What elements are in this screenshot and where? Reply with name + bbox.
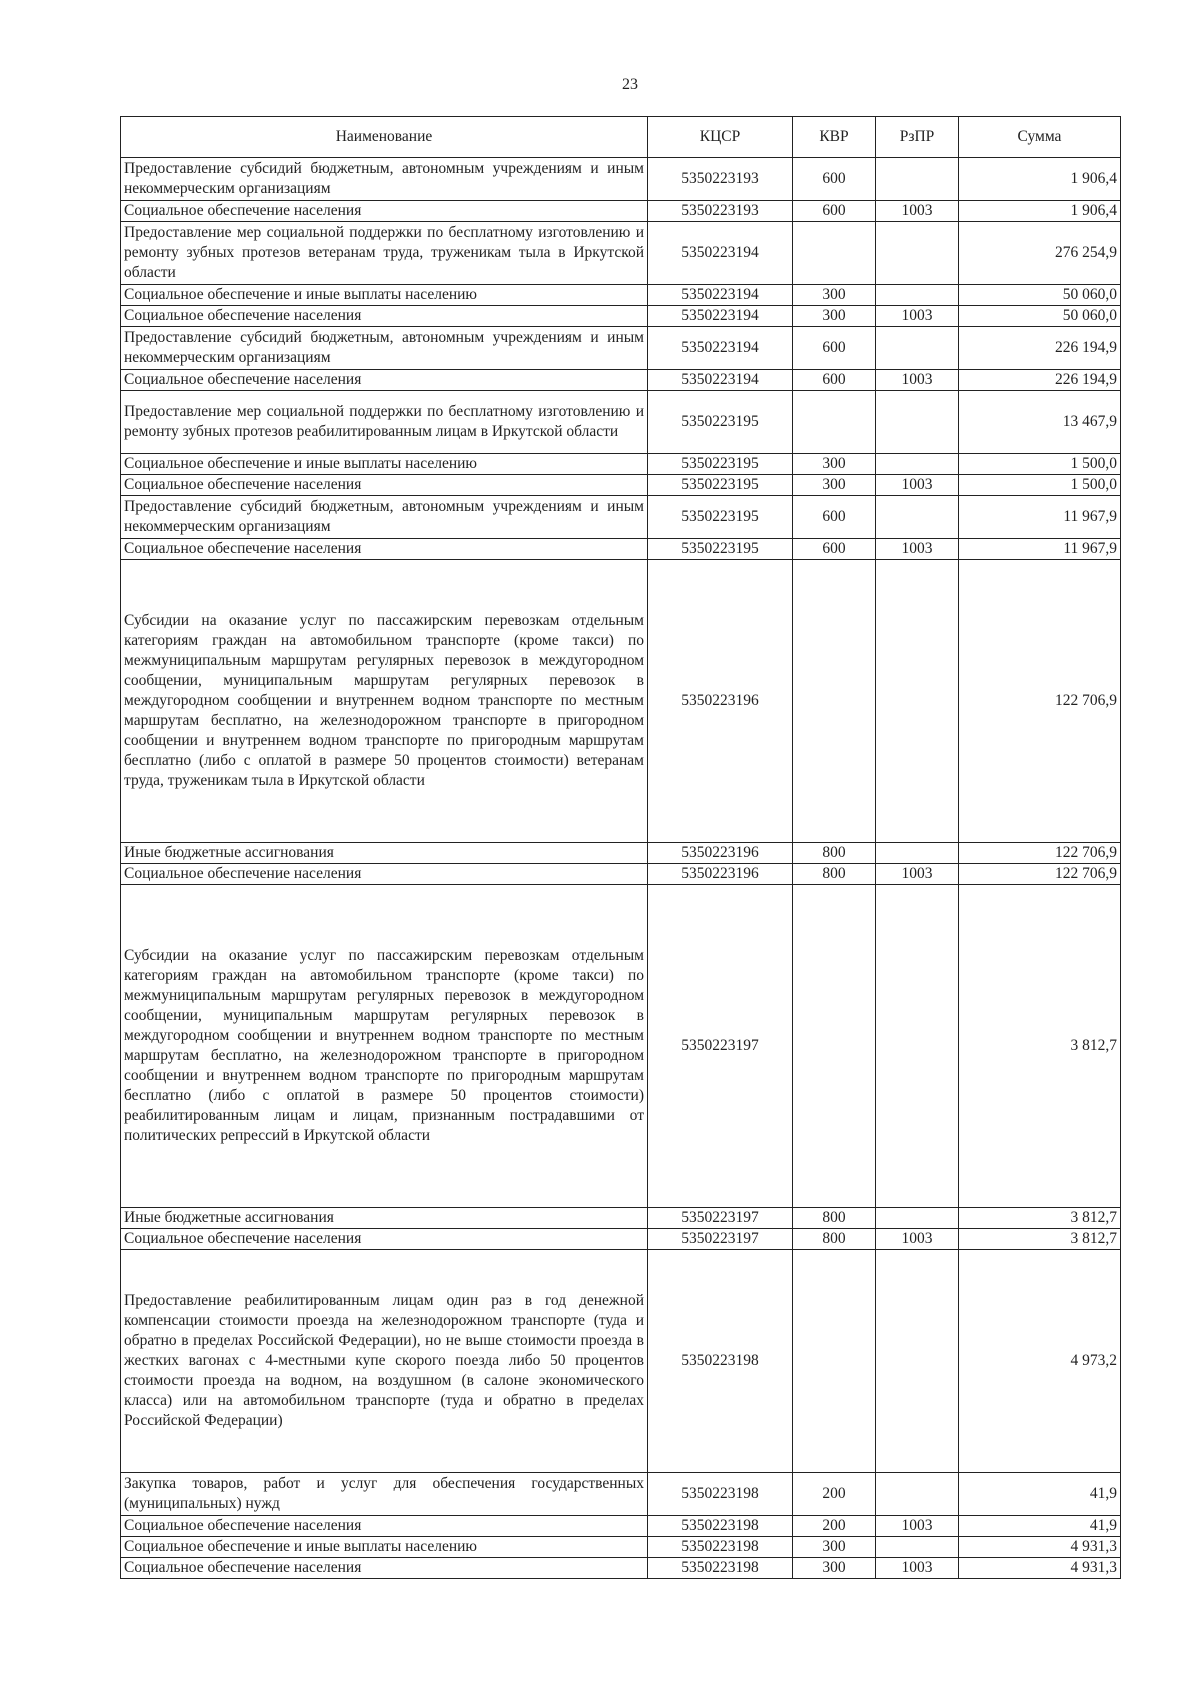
table-row [121, 158, 1121, 201]
cell-kcsr: 5350223194 [648, 370, 793, 391]
cell-kvr: 300 [793, 454, 876, 475]
column-header-rzpr: РзПР [876, 117, 959, 158]
cell-name: Иные бюджетные ассигнования [121, 843, 648, 864]
cell-kvr: 600 [793, 370, 876, 391]
table-row [121, 864, 1121, 885]
cell-kcsr: 5350223194 [648, 285, 793, 306]
cell-sum: 122 706,9 [959, 560, 1121, 843]
table-row [121, 1558, 1121, 1579]
table-row [121, 201, 1121, 222]
cell-rzpr [876, 496, 959, 539]
cell-name: Социальное обеспечение населения [121, 1558, 648, 1579]
cell-sum: 50 060,0 [959, 306, 1121, 327]
cell-sum: 4 973,2 [959, 1250, 1121, 1473]
cell-sum: 276 254,9 [959, 222, 1121, 285]
cell-sum: 41,9 [959, 1473, 1121, 1516]
cell-sum: 226 194,9 [959, 327, 1121, 370]
cell-kvr: 800 [793, 864, 876, 885]
table-row [121, 475, 1121, 496]
cell-name: Предоставление реабилитированным лицам один раз в год денежной компенсации стоимости проезда на железнодорожном транспорте (туда и обратно в пределах Российской Федерации), но не выше стоимости проезда в жестких вагонах с 4-местными купе скорого поезда либо 50 процентов стоимости проезда на водном, на воздушном (в салоне экономического класса) или на автомобильном транспорте (туда и обратно в пределах Российской Федерации) [121, 1250, 648, 1473]
cell-rzpr [876, 285, 959, 306]
cell-kvr [793, 560, 876, 843]
cell-rzpr: 1003 [876, 1516, 959, 1537]
cell-kcsr: 5350223193 [648, 158, 793, 201]
cell-sum: 1 500,0 [959, 475, 1121, 496]
cell-kvr: 600 [793, 201, 876, 222]
cell-kcsr: 5350223195 [648, 539, 793, 560]
cell-kvr: 800 [793, 843, 876, 864]
table-row [121, 327, 1121, 370]
table-row [121, 539, 1121, 560]
cell-kcsr: 5350223195 [648, 454, 793, 475]
cell-name: Предоставление субсидий бюджетным, автономным учреждениям и иным некоммерческим организациям [121, 158, 648, 201]
cell-kvr [793, 391, 876, 454]
cell-rzpr [876, 1537, 959, 1558]
cell-rzpr: 1003 [876, 306, 959, 327]
cell-rzpr: 1003 [876, 1558, 959, 1579]
cell-sum: 226 194,9 [959, 370, 1121, 391]
column-header-kcsr: КЦСР [648, 117, 793, 158]
cell-rzpr [876, 391, 959, 454]
table-row [121, 1516, 1121, 1537]
cell-name: Закупка товаров, работ и услуг для обеспечения государственных (муниципальных) нужд [121, 1473, 648, 1516]
cell-kvr: 300 [793, 1537, 876, 1558]
cell-sum: 4 931,3 [959, 1537, 1121, 1558]
cell-kcsr: 5350223195 [648, 475, 793, 496]
cell-kvr [793, 885, 876, 1208]
cell-sum: 3 812,7 [959, 885, 1121, 1208]
cell-kvr: 300 [793, 306, 876, 327]
cell-name: Социальное обеспечение населения [121, 370, 648, 391]
cell-sum: 1 500,0 [959, 454, 1121, 475]
cell-sum: 50 060,0 [959, 285, 1121, 306]
cell-sum: 41,9 [959, 1516, 1121, 1537]
budget-table [120, 116, 1121, 1579]
cell-kcsr: 5350223197 [648, 1229, 793, 1250]
cell-kcsr: 5350223197 [648, 885, 793, 1208]
cell-rzpr [876, 1473, 959, 1516]
cell-name: Социальное обеспечение населения [121, 864, 648, 885]
cell-name: Иные бюджетные ассигнования [121, 1208, 648, 1229]
cell-kvr: 600 [793, 158, 876, 201]
cell-name: Субсидии на оказание услуг по пассажирским перевозкам отдельным категориям граждан на автомобильном транспорте (кроме такси) по межмуниципальным маршрутам регулярных перевозок в междугородном сообщении, муниципальным маршрутам регулярных перевозок в междугородном сообщении и внутреннем водном транспорте по местным маршрутам бесплатно, на железнодорожном транспорте в пригородном сообщении и внутреннем водном транспорте по пригородным маршрутам бесплатно (либо с оплатой в размере 50 процентов стоимости) реабилитированным лицам и лицам, признанным пострадавшими от политических репрессий в Иркутской области [121, 885, 648, 1208]
cell-rzpr [876, 158, 959, 201]
cell-kcsr: 5350223194 [648, 327, 793, 370]
cell-kvr: 800 [793, 1208, 876, 1229]
table-row [121, 1537, 1121, 1558]
cell-kcsr: 5350223193 [648, 201, 793, 222]
cell-rzpr [876, 1250, 959, 1473]
cell-kcsr: 5350223198 [648, 1558, 793, 1579]
column-header-sum: Сумма [959, 117, 1121, 158]
cell-kcsr: 5350223195 [648, 391, 793, 454]
cell-rzpr: 1003 [876, 475, 959, 496]
table-row [121, 1208, 1121, 1229]
cell-name: Социальное обеспечение населения [121, 475, 648, 496]
cell-name: Социальное обеспечение населения [121, 1229, 648, 1250]
cell-rzpr [876, 843, 959, 864]
cell-kvr: 300 [793, 1558, 876, 1579]
table-body [121, 158, 1121, 1579]
cell-kcsr: 5350223196 [648, 560, 793, 843]
table-row [121, 885, 1121, 1208]
table-row [121, 391, 1121, 454]
table-row [121, 1250, 1121, 1473]
cell-kvr: 200 [793, 1516, 876, 1537]
cell-kcsr: 5350223196 [648, 843, 793, 864]
cell-name: Социальное обеспечение населения [121, 201, 648, 222]
cell-rzpr [876, 327, 959, 370]
cell-rzpr: 1003 [876, 864, 959, 885]
cell-kvr: 300 [793, 475, 876, 496]
cell-name: Социальное обеспечение и иные выплаты населению [121, 1537, 648, 1558]
cell-sum: 122 706,9 [959, 864, 1121, 885]
cell-rzpr: 1003 [876, 370, 959, 391]
cell-name: Социальное обеспечение населения [121, 1516, 648, 1537]
table-row [121, 1229, 1121, 1250]
table-row [121, 285, 1121, 306]
cell-kcsr: 5350223194 [648, 222, 793, 285]
cell-kvr: 600 [793, 327, 876, 370]
cell-sum: 122 706,9 [959, 843, 1121, 864]
cell-kcsr: 5350223194 [648, 306, 793, 327]
cell-kvr: 200 [793, 1473, 876, 1516]
table-row [121, 370, 1121, 391]
cell-name: Субсидии на оказание услуг по пассажирским перевозкам отдельным категориям граждан на автомобильном транспорте (кроме такси) по межмуниципальным маршрутам регулярных перевозок в междугородном сообщении, муниципальным маршрутам регулярных перевозок в междугородном сообщении и внутреннем водном транспорте по местным маршрутам бесплатно, на железнодорожном транспорте в пригородном сообщении и внутреннем водном транспорте по пригородным маршрутам бесплатно (либо с оплатой в размере 50 процентов стоимости) ветеранам труда, труженикам тыла в Иркутской области [121, 560, 648, 843]
cell-kvr: 800 [793, 1229, 876, 1250]
cell-kvr: 300 [793, 285, 876, 306]
cell-rzpr: 1003 [876, 1229, 959, 1250]
table-row [121, 454, 1121, 475]
table-row [121, 496, 1121, 539]
cell-kvr [793, 1250, 876, 1473]
cell-rzpr [876, 454, 959, 475]
cell-name: Предоставление субсидий бюджетным, автономным учреждениям и иным некоммерческим организациям [121, 496, 648, 539]
cell-name: Социальное обеспечение и иные выплаты населению [121, 454, 648, 475]
cell-rzpr [876, 222, 959, 285]
cell-name: Предоставление мер социальной поддержки по бесплатному изготовлению и ремонту зубных протезов реабилитированным лицам в Иркутской области [121, 391, 648, 454]
cell-kvr: 600 [793, 539, 876, 560]
cell-sum: 13 467,9 [959, 391, 1121, 454]
cell-sum: 11 967,9 [959, 496, 1121, 539]
table-row [121, 560, 1121, 843]
table-row [121, 843, 1121, 864]
cell-rzpr: 1003 [876, 201, 959, 222]
cell-name: Предоставление мер социальной поддержки по бесплатному изготовлению и ремонту зубных протезов ветеранам труда, труженикам тыла в Иркутской области [121, 222, 648, 285]
cell-name: Социальное обеспечение и иные выплаты населению [121, 285, 648, 306]
cell-sum: 1 906,4 [959, 158, 1121, 201]
cell-sum: 4 931,3 [959, 1558, 1121, 1579]
cell-kvr [793, 222, 876, 285]
cell-kcsr: 5350223196 [648, 864, 793, 885]
cell-rzpr [876, 885, 959, 1208]
cell-rzpr: 1003 [876, 539, 959, 560]
page-number: 23 [622, 76, 638, 93]
cell-rzpr [876, 560, 959, 843]
cell-kvr: 600 [793, 496, 876, 539]
table-header-row [121, 117, 1121, 158]
cell-kcsr: 5350223198 [648, 1537, 793, 1558]
cell-kcsr: 5350223198 [648, 1516, 793, 1537]
cell-name: Социальное обеспечение населения [121, 539, 648, 560]
column-header-name: Наименование [121, 117, 648, 158]
cell-sum: 3 812,7 [959, 1229, 1121, 1250]
table-row [121, 1473, 1121, 1516]
cell-name: Предоставление субсидий бюджетным, автономным учреждениям и иным некоммерческим организациям [121, 327, 648, 370]
cell-kcsr: 5350223198 [648, 1473, 793, 1516]
cell-kcsr: 5350223197 [648, 1208, 793, 1229]
cell-rzpr [876, 1208, 959, 1229]
column-header-kvr: КВР [793, 117, 876, 158]
table-row [121, 306, 1121, 327]
cell-kcsr: 5350223195 [648, 496, 793, 539]
table-row [121, 222, 1121, 285]
cell-sum: 11 967,9 [959, 539, 1121, 560]
cell-name: Социальное обеспечение населения [121, 306, 648, 327]
cell-sum: 1 906,4 [959, 201, 1121, 222]
cell-sum: 3 812,7 [959, 1208, 1121, 1229]
cell-kcsr: 5350223198 [648, 1250, 793, 1473]
